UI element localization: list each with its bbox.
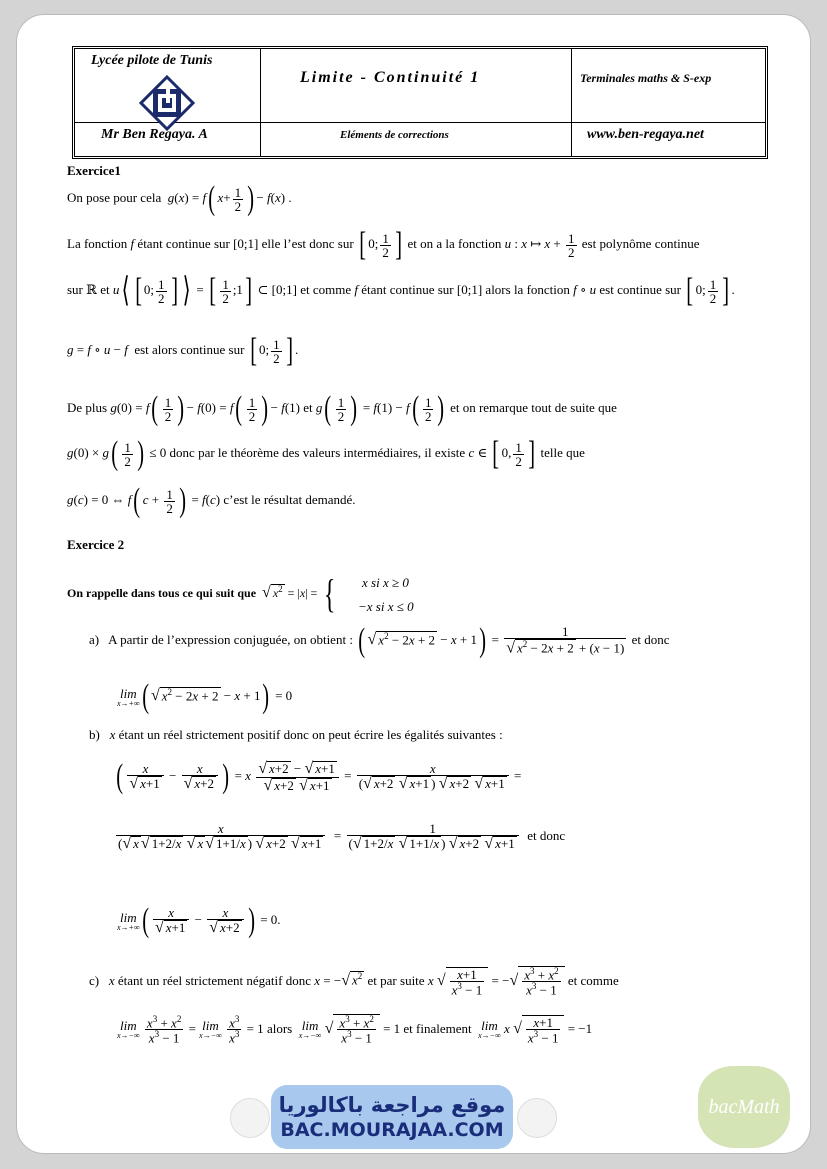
- ex2-c-limits: lim x→−∞ $\frac{x^3 + x^2}{x^3 - 1}$ = lim x→−∞ $\frac{x^3}{x^3}$ = 1 alors lim x→−∞ √ $\frac{x^3 + x^2}{x^3 - 1}$ = 1 et finalement lim x→−∞ x √ $\frac{x+1}{x^3 - 1}$ = −1: [117, 1014, 593, 1046]
- school-logo-icon: [139, 75, 195, 131]
- banner-latin: BAC.MOURAJAA.COM: [280, 1119, 504, 1141]
- left-logo-icon: [230, 1098, 270, 1138]
- ex1-line2: La fonction f étant continue sur [0;1] elle l’est donc sur [ 0; $\frac{1}{2}$ ] et on a la fonction u : x ↦ x + $\frac{1}{2}$ est polynôme continue: [67, 226, 700, 263]
- ex2-b-line: b) x étant un réel strictement positif donc on peut écrire les égalités suivantes :: [89, 727, 503, 742]
- ex2-a-line: a) A partir de l’expression conjuguée, on obtient : ( √ $x^2 - 2x + 2 - x + 1$) = $\frac{1}{√ x^2 - 2x + 2 + (x - 1)}$ et donc: [89, 622, 670, 659]
- banner-arabic: موقع مراجعة باكالوريا: [278, 1093, 506, 1117]
- ex1-line5: De plus g(0) = f( $\frac{1}{2}$ ) − f(0) = f( $\frac{1}{2}$ ) − f(1) et g( $\frac{1}{2}$ ) = f(1) − f( $\frac{1}{2}$ ) et on remarque tout de suite que: [67, 390, 617, 427]
- school-name: Lycée pilote de Tunis: [91, 53, 213, 68]
- ex1-heading: Exercice1: [67, 163, 121, 178]
- ex1-line6: g(0) × g( $\frac{1}{2}$ ) ≤ 0 donc par le théorème des valeurs intermédiaires, il existe c ∈ [ 0, $\frac{1}{2}$ ] telle que: [67, 435, 585, 472]
- bacmath-badge: bacMath: [698, 1066, 790, 1148]
- ex2-c-line: c) x étant un réel strictement négatif donc x = −√ $x^2$ et par suite x √ $\frac{x+1}{x^3 - 1}$ = −√ $\frac{x^3 + x^2}{x^3 - 1}$ et comme: [89, 966, 619, 998]
- ex2-a-limit: lim x→+∞ ( √ $x^2 - 2x + 2 - x + 1) = 0$: [117, 678, 293, 715]
- ex2-b-limit: lim x→+∞ ( $\frac{x}{√ x+1}$ − $\frac{x}{√ x+2}$ ) = 0.: [117, 902, 281, 939]
- ex2-heading: Exercice 2: [67, 537, 125, 552]
- ex2-b-eq2: $\frac{x}{(√ x √ 1+2/x √ x √ 1+1/x ) √ x+2 √ x+1}$ = $\frac{1}{(√ 1+2/x √ 1+1/x ) √ x+2 √ x+1}$ et donc: [118, 821, 566, 852]
- ex2-b-eq1: ( $\frac{x}{√ x+1}$ − $\frac{x}{√ x+2}$ ) = x $\frac{√ x+2 - √ x+1}{√ x+2 √ x+1}$ = $\frac{x}{(√ x+2 √ x+1 ) √ x+2 √ x+1}$ =: [116, 758, 522, 795]
- chapter-title: Limite - Continuité 1: [300, 69, 481, 86]
- ex2-recall: On rappelle dans tous ce qui suit que √ $x^2 = |x|$ = {: [67, 571, 336, 616]
- site-banner[interactable]: [271, 1085, 513, 1149]
- subtitle: Eléments de corrections: [340, 129, 449, 141]
- ex2-case1: x si x ≥ 0: [362, 575, 409, 590]
- website: www.ben-regaya.net: [587, 127, 704, 142]
- right-logo-icon: [517, 1098, 557, 1138]
- ex1-line4: g = f ∘ u − f est alors continue sur [ 0; $\frac{1}{2}$ ] .: [67, 332, 299, 369]
- ex2-case2: −x si x ≤ 0: [358, 599, 414, 614]
- teacher: Mr Ben Regaya. A: [101, 127, 208, 142]
- ex1-line1: On pose pour cela g(x) = f( x+ $\frac{1}{2}$ ) − f(x) .: [67, 180, 292, 217]
- level: Terminales maths & S-exp: [580, 71, 712, 85]
- ex1-line3: sur ℝ et u⟨ [ 0; $\frac{1}{2}$ ] ⟩ = [ $\frac{1}{2}$ ;1] ⊂ [0;1] et comme f étant continue sur [0;1] alors la fonction f ∘ u est continue sur [ 0; $\frac{1}{2}$ ] .: [67, 272, 735, 309]
- ex1-line7: g(c) = 0 ⇔ f( c + $\frac{1}{2}$ ) = f(c) c’est le résultat demandé.: [67, 482, 356, 519]
- header-table: [72, 46, 768, 159]
